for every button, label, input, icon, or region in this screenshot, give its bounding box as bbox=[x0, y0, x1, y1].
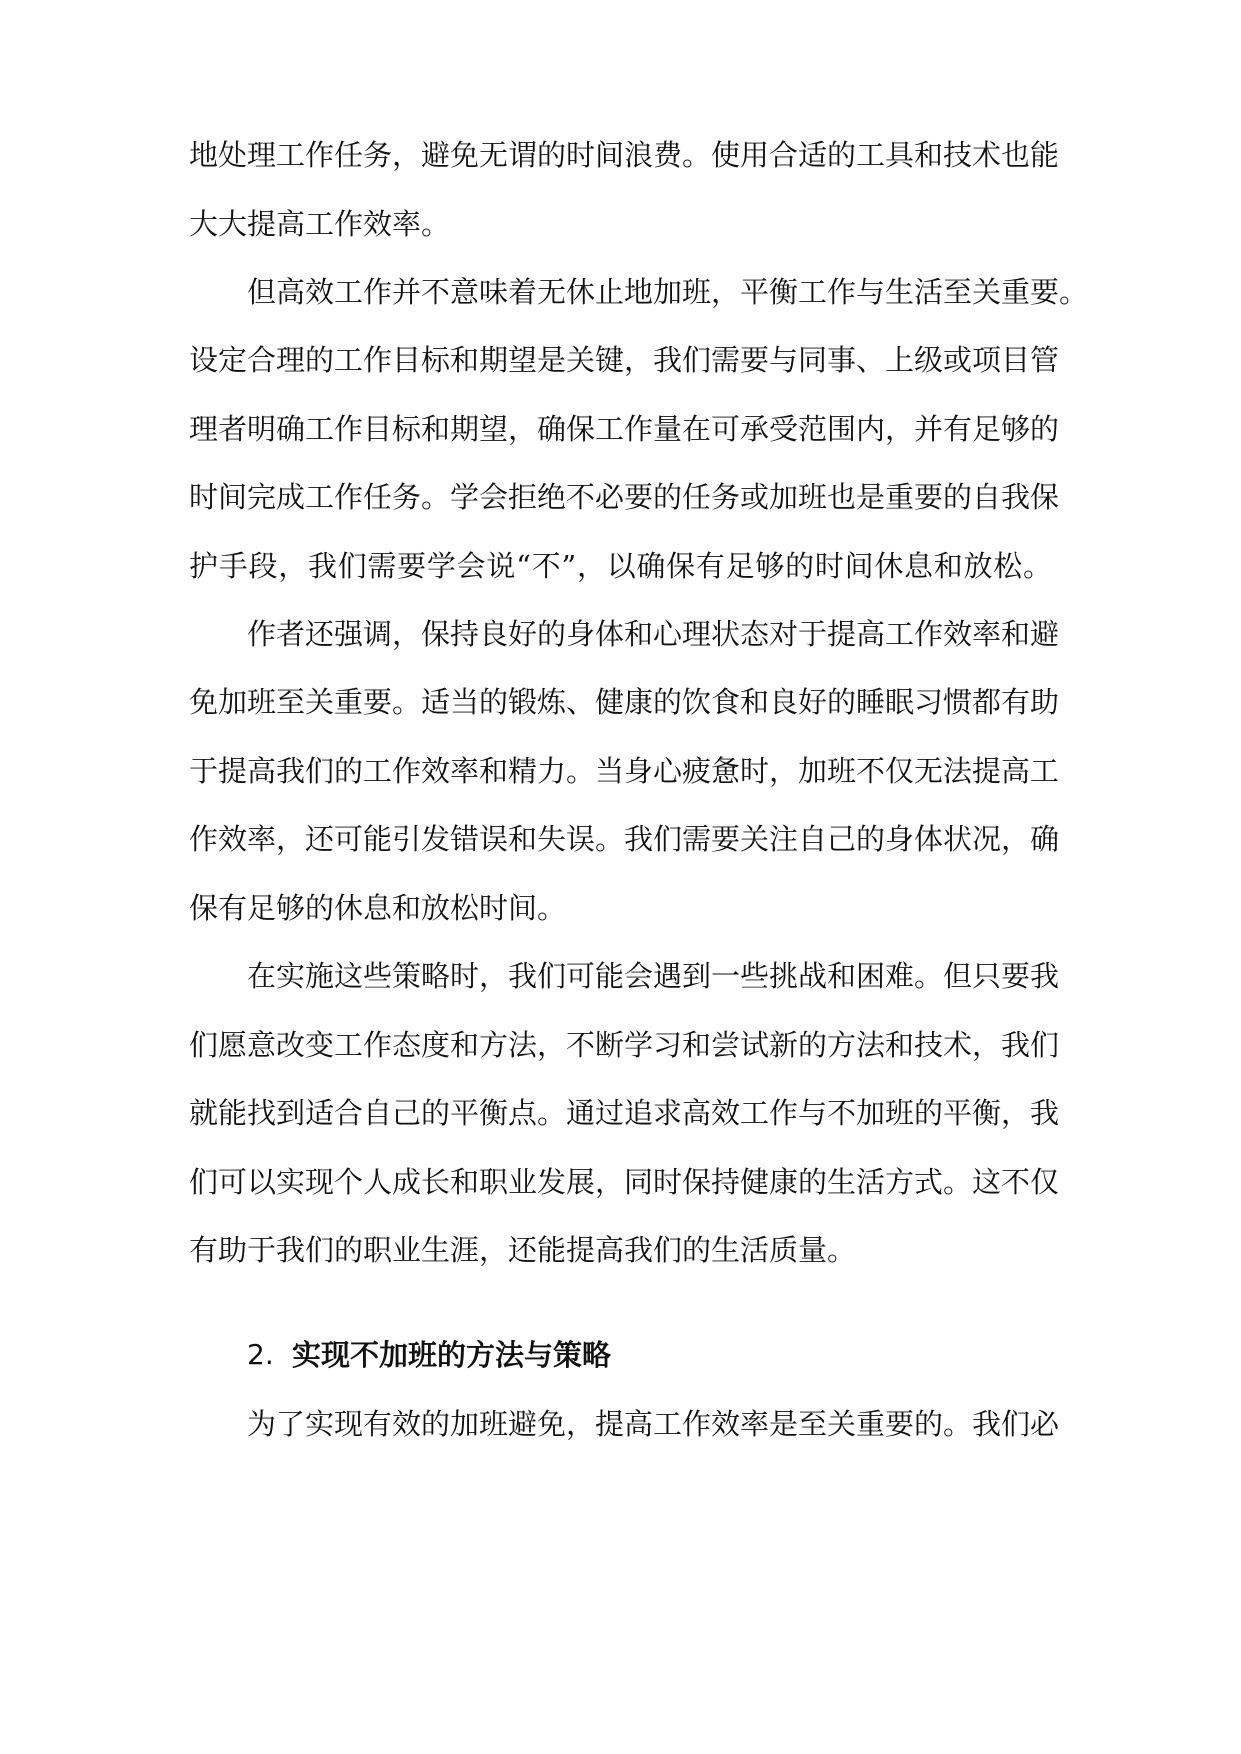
line-text: 大大提高工作效率。 bbox=[189, 207, 451, 241]
line-text: 时间完成工作任务。学会拒绝不必要的任务或加班也是重要的自我保 bbox=[189, 480, 1060, 514]
line-text: 保有足够的休息和放松时间。 bbox=[189, 891, 567, 925]
line-text: 作者还强调，保持良好的身体和心理状态对于提高工作效率和避 bbox=[247, 617, 1060, 651]
line-text: 有助于我们的职业生涯，还能提高我们的生活质量。 bbox=[189, 1233, 857, 1267]
section-title: 实现不加班的方法与策略 bbox=[292, 1338, 612, 1372]
paragraph-line bbox=[0, 682, 1241, 722]
section-heading bbox=[0, 1335, 1241, 1375]
paragraph-line bbox=[0, 1025, 1241, 1065]
line-text: 理者明确工作目标和期望，确保工作量在可承受范围内，并有足够的 bbox=[189, 412, 1060, 446]
line-text: 免加班至关重要。适当的锻炼、健康的饮食和良好的睡眠习惯都有助 bbox=[189, 685, 1060, 719]
paragraph-line bbox=[0, 204, 1241, 244]
paragraph-line bbox=[0, 1230, 1241, 1270]
paragraph-line bbox=[0, 477, 1241, 517]
line-text: 地处理工作任务，避免无谓的时间浪费。使用合适的工具和技术也能 bbox=[189, 138, 1060, 172]
line-text: 但高效工作并不意味着无休止地加班，平衡工作与生活至关重要。 bbox=[247, 275, 1089, 309]
paragraph-line bbox=[0, 1162, 1241, 1202]
line-text: 作效率，还可能引发错误和失误。我们需要关注自己的身体状况，确 bbox=[189, 822, 1060, 856]
paragraph-line bbox=[0, 272, 1241, 312]
line-text: 在实施这些策略时，我们可能会遇到一些挑战和困难。但只要我 bbox=[247, 959, 1060, 993]
line-text: 设定合理的工作目标和期望是关键，我们需要与同事、上级或项目管 bbox=[189, 343, 1060, 377]
paragraph-line bbox=[0, 888, 1241, 928]
line-text: 们愿意改变工作态度和方法，不断学习和尝试新的方法和技术，我们 bbox=[189, 1028, 1060, 1062]
paragraph-line bbox=[0, 614, 1241, 654]
paragraph-line bbox=[0, 135, 1241, 175]
paragraph-line bbox=[0, 409, 1241, 449]
paragraph-line bbox=[0, 1093, 1241, 1133]
paragraph-line bbox=[0, 340, 1241, 380]
line-text: 就能找到适合自己的平衡点。通过追求高效工作与不加班的平衡，我 bbox=[189, 1096, 1060, 1130]
line-text: 护手段，我们需要学会说“不”，以确保有足够的时间休息和放松。 bbox=[189, 549, 1052, 583]
paragraph-line bbox=[0, 751, 1241, 791]
line-text: 于提高我们的工作效率和精力。当身心疲惫时，加班不仅无法提高工 bbox=[189, 754, 1060, 788]
paragraph-line bbox=[0, 819, 1241, 859]
paragraph-line bbox=[0, 1404, 1241, 1444]
line-text: 们可以实现个人成长和职业发展，同时保持健康的生活方式。这不仅 bbox=[189, 1165, 1060, 1199]
paragraph-line bbox=[0, 546, 1241, 586]
section-number: 2. bbox=[247, 1338, 274, 1371]
paragraph-line bbox=[0, 956, 1241, 996]
line-text: 为了实现有效的加班避免，提高工作效率是至关重要的。我们必 bbox=[247, 1407, 1060, 1441]
